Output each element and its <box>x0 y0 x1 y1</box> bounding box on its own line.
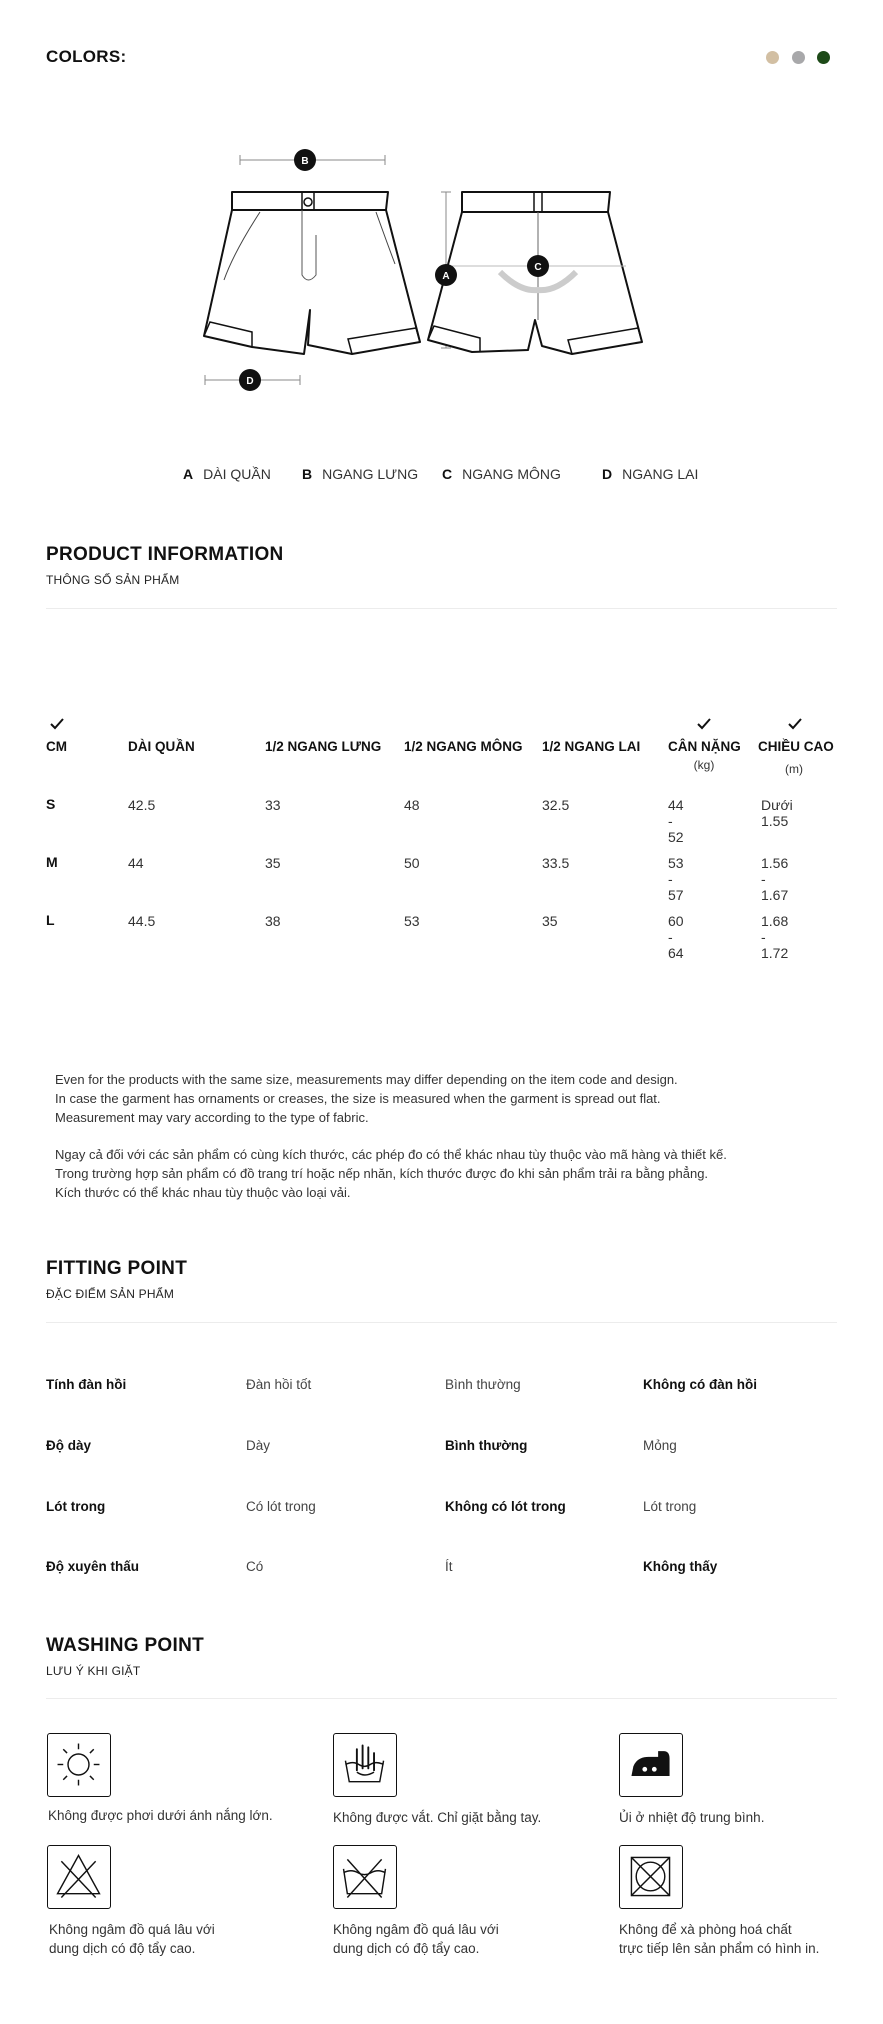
washing-subtitle: LƯU Ý KHI GIẶT <box>46 1664 141 1678</box>
table-header-hip: 1/2 NGANG MÔNG <box>404 739 523 754</box>
wash-caption-line: Ủi ở nhiệt độ trung bình. <box>619 1810 765 1825</box>
table-cell: 1.68 - 1.72 <box>761 913 789 961</box>
legend-a-letter: A <box>183 466 194 482</box>
marker-b: B <box>301 156 309 167</box>
table-cell: 38 <box>265 913 281 929</box>
table-cell: 33 <box>265 797 281 813</box>
table-cell-size: L <box>46 912 55 928</box>
fitting-row-label: Tính đàn hồi <box>46 1377 127 1392</box>
marker-c: C <box>534 262 542 273</box>
legend-a-label: DÀI QUẦN <box>203 466 271 482</box>
divider <box>46 1322 837 1323</box>
fitting-row-label: Độ xuyên thấu <box>46 1559 140 1574</box>
divider <box>46 608 837 609</box>
legend-a <box>183 466 271 482</box>
no-soak-icon <box>333 1845 397 1909</box>
marker-d: D <box>246 376 254 387</box>
table-cell: 44 - 52 <box>668 797 684 845</box>
wash-caption <box>333 1920 593 1958</box>
note-line: In case the garment has ornaments or creases, the size is measured when the garment is spread out flat. <box>55 1091 661 1106</box>
notes-english <box>55 1070 835 1127</box>
table-cell: 44 <box>128 855 144 871</box>
unit-weight: (kg) <box>693 758 715 772</box>
fitting-subtitle: ĐẶC ĐIỂM SẢN PHẨM <box>46 1287 175 1301</box>
fitting-option: Đàn hồi tốt <box>246 1377 312 1392</box>
note-line: Trong trường hợp sản phẩm có đồ trang trí hoặc nếp nhăn, kích thước được đo khi sản phẩm trải ra bằng phẳng. <box>55 1166 709 1181</box>
fitting-option-selected: Bình thường <box>445 1438 528 1453</box>
wash-caption-line: Không ngâm đồ quá lâu với <box>333 1922 499 1937</box>
table-cell: 60 - 64 <box>668 913 684 961</box>
fitting-option: Mỏng <box>643 1438 677 1453</box>
legend-b-label: NGANG LƯNG <box>322 466 419 482</box>
fitting-title: FITTING POINT <box>46 1258 188 1279</box>
no-bleach-icon <box>47 1845 111 1909</box>
legend-d-label: NGANG LAI <box>622 466 699 482</box>
table-cell: 50 <box>404 855 420 871</box>
hand-wash-icon <box>333 1733 397 1797</box>
notes-vietnamese <box>55 1145 855 1202</box>
fitting-row-label: Lót trong <box>46 1499 106 1514</box>
table-cell: 44.5 <box>128 913 156 929</box>
wash-caption <box>333 1808 593 1827</box>
wash-caption <box>48 1806 308 1825</box>
wash-caption-line: Không được vắt. Chỉ giặt bằng tay. <box>333 1810 542 1825</box>
color-swatch-beige[interactable] <box>766 51 779 64</box>
wash-caption-line: Không để xà phòng hoá chất <box>619 1922 792 1937</box>
wash-caption-line: Không được phơi dưới ánh nắng lớn. <box>48 1808 273 1823</box>
wash-caption <box>49 1920 309 1958</box>
fitting-option: Bình thường <box>445 1377 521 1392</box>
fitting-option-selected: Không có đàn hồi <box>643 1377 757 1392</box>
checkmark-icon <box>49 717 65 731</box>
table-header-hem: 1/2 NGANG LAI <box>542 739 641 754</box>
color-swatch-green[interactable] <box>817 51 830 64</box>
fitting-option-selected: Không thấy <box>643 1559 718 1574</box>
table-header-size: CM <box>46 739 67 754</box>
wash-caption-line: trực tiếp lên sản phẩm có hình in. <box>619 1941 820 1956</box>
table-cell: 35 <box>265 855 281 871</box>
product-info-subtitle: THÔNG SỐ SẢN PHẨM <box>46 573 180 587</box>
no-sun-icon <box>47 1733 111 1797</box>
colors-title: COLORS: <box>46 47 127 66</box>
legend-d <box>602 466 698 482</box>
table-header-weight: CÂN NẶNG <box>668 739 741 754</box>
table-cell: Dưới 1.55 <box>761 797 793 829</box>
table-header-length: DÀI QUẦN <box>128 739 195 754</box>
table-cell-size: S <box>46 796 56 812</box>
note-line: Even for the products with the same size, measurements may differ depending on the item code and design. <box>55 1072 678 1087</box>
divider <box>46 1698 837 1699</box>
wash-caption-line: dung dịch có độ tẩy cao. <box>333 1941 480 1956</box>
table-cell: 33.5 <box>542 855 570 871</box>
fitting-option: Có lót trong <box>246 1499 316 1514</box>
table-cell: 1.56 - 1.67 <box>761 855 789 903</box>
table-cell: 35 <box>542 913 558 929</box>
table-cell: 32.5 <box>542 797 570 813</box>
table-cell: 53 - 57 <box>668 855 684 903</box>
wash-caption <box>619 1808 859 1827</box>
fitting-option: Có <box>246 1559 264 1574</box>
note-line: Kích thước có thể khác nhau tùy thuộc vào loại vải. <box>55 1185 351 1200</box>
table-cell: 48 <box>404 797 420 813</box>
product-info-title: PRODUCT INFORMATION <box>46 544 284 565</box>
checkmark-icon <box>787 717 803 731</box>
shorts-measurement-diagram <box>190 140 700 410</box>
fitting-row-label: Độ dày <box>46 1438 92 1453</box>
fitting-option: Lót trong <box>643 1499 697 1514</box>
legend-b <box>302 466 418 482</box>
checkmark-icon <box>696 717 712 731</box>
legend-c-label: NGANG MÔNG <box>462 466 561 482</box>
no-tumble-dry-icon <box>619 1845 683 1909</box>
wash-caption-line: Không ngâm đồ quá lâu với <box>49 1922 215 1937</box>
wash-caption <box>619 1920 859 1958</box>
table-cell: 42.5 <box>128 797 156 813</box>
table-header-height: CHIỀU CAO <box>758 739 834 754</box>
note-line: Measurement may vary according to the type of fabric. <box>55 1110 369 1125</box>
legend-c <box>442 466 561 482</box>
fitting-option: Ít <box>445 1559 453 1574</box>
legend-d-letter: D <box>602 466 613 482</box>
color-swatch-gray[interactable] <box>792 51 805 64</box>
unit-height: (m) <box>785 762 803 776</box>
note-line: Ngay cả đối với các sản phẩm có cùng kích thước, các phép đo có thể khác nhau tùy thuộc vào mã hàng và thiết kế. <box>55 1147 727 1162</box>
marker-a: A <box>442 271 450 282</box>
fitting-option: Dày <box>246 1438 271 1453</box>
washing-title: WASHING POINT <box>46 1635 205 1656</box>
iron-medium-icon <box>619 1733 683 1797</box>
legend-b-letter: B <box>302 466 313 482</box>
table-cell: 53 <box>404 913 420 929</box>
table-header-waist: 1/2 NGANG LƯNG <box>265 739 382 754</box>
table-cell-size: M <box>46 854 58 870</box>
legend-c-letter: C <box>442 466 453 482</box>
fitting-option-selected: Không có lót trong <box>445 1499 566 1514</box>
wash-caption-line: dung dịch có độ tẩy cao. <box>49 1941 196 1956</box>
